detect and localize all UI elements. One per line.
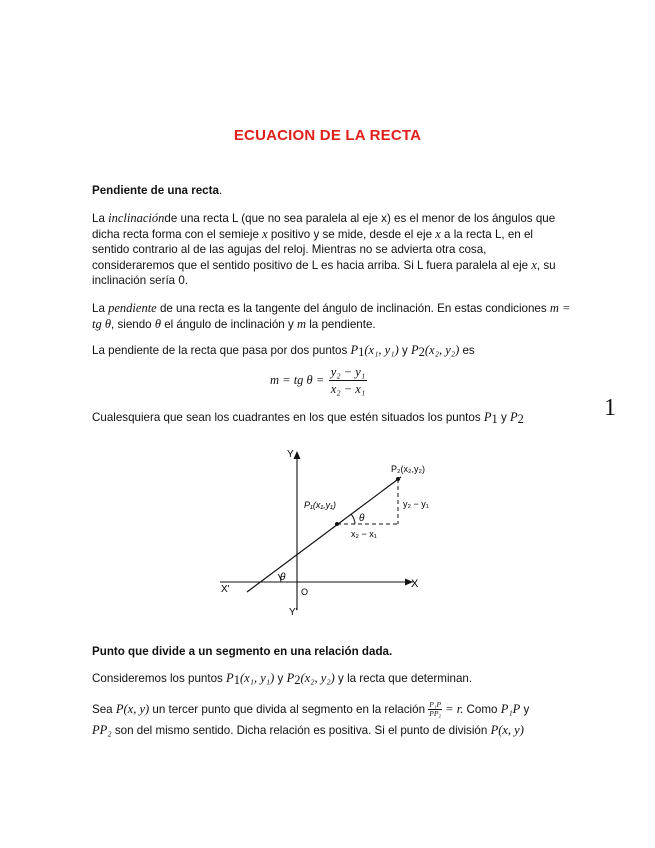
subscript: 2 [418,345,425,359]
segment-PP2: PP₂ [92,723,112,737]
var-P: P [350,343,359,357]
var-P: P [510,410,518,424]
paragraph-consider-points [92,671,572,687]
text: Como [463,703,501,716]
label-dy: y₂ − y₁ [403,499,429,509]
coords-p2: (x₂, y₂) [424,343,460,357]
var-m: m [296,316,306,331]
var-x: x [262,226,268,241]
slope-diagram [205,437,450,632]
ratio-fraction [428,701,442,718]
coords-p1: (x₁, y₁) [364,343,399,357]
eq-r: = r. [442,702,464,716]
term-pendiente: pendiente [108,301,157,315]
point-P-xy: P(x, y) [490,723,524,737]
label-dx: x₂ − x₁ [351,529,377,539]
label-theta-origin: θ [280,572,286,583]
label-y-axis: Y [287,449,294,460]
heading-dot: . [218,184,223,197]
section-heading-division-point: Punto que divide a un segmento en una relación dada. [92,645,393,658]
label-p1: P₁(x₁,y₁) [304,500,337,510]
text: un tercer punto que divida al segmento en la relación [149,703,429,716]
paragraph-inclination [92,211,572,289]
page-number: 1 [604,395,616,421]
label-y-axis-neg: Y' [289,607,298,618]
text: de una recta es la tangente del ángulo de inclinación. En estas condiciones [156,302,550,315]
label-x-axis-neg: X' [221,584,230,595]
text: de una recta L (que no sea paralela al eje x) es el menor de los ángulos que dicha recta forma con el semieje [92,212,556,241]
coords-p1: (x₁, y₁) [239,671,275,685]
label-p2: P₂(x₂,y₂) [391,464,425,474]
var-P: P [483,410,492,424]
text: el ángulo de inclinación y [160,317,297,331]
point-P-xy: P(x, y) [115,702,150,716]
text: es [459,344,475,357]
slope-formula [270,364,470,397]
text: La pendiente de la recta que pasa por dos puntos [92,344,351,357]
text: Sea [92,703,116,716]
text: , su inclinación sería 0. [92,258,556,287]
formula-denominator: x₂ − x₁ [330,382,366,396]
formula-lhs: m = tg θ = [270,373,325,387]
ratio-numerator: P₁P [429,700,442,710]
ratio-denominator: PP₂ [429,709,442,719]
label-theta-p1: θ [359,513,365,524]
paragraph-quadrants [92,410,572,426]
var-P: P [411,343,419,357]
point-p1 [335,522,339,526]
var-theta: θ [154,316,161,331]
heading-text: Pendiente de una recta [92,184,219,197]
eq-m-tg-theta: m = tg θ [92,301,571,331]
var-x: x [435,226,441,241]
label-origin: O [301,587,309,597]
text: la pendiente. [306,317,376,331]
angle-arc-p1 [351,514,355,524]
text: y la recta que determinan. [334,672,473,685]
text: y [497,411,511,424]
text: y [398,344,411,357]
y-axis-arrow [294,451,301,459]
label-x-axis: X [411,578,419,590]
formula-fraction [329,364,367,397]
var-P: P [226,671,234,685]
subscript: 1 [358,345,365,359]
text: son del mismo sentido. Dicha relación es positiva. Si el punto de división [111,724,491,737]
line-L [247,477,401,592]
segment-P1P: P₁P [500,702,521,716]
var-x: x [531,257,537,272]
text: positivo y se mide, desde el eje [267,227,436,241]
subscript: 2 [517,412,524,426]
term-inclinacion: inclinación [108,211,165,225]
coords-p2: (x₂, y₂) [300,671,335,685]
section-heading-slope [92,183,572,199]
paragraph-two-points [92,343,572,359]
text: y [274,672,287,685]
page-title: ECUACION DE LA RECTA [233,127,422,144]
text: La [92,302,109,315]
text: , siendo [111,317,155,331]
text: a la recta L, en el sentido contrario al de las agujas del reloj. Mientras no se advierta otra cosa, consideraremos que el sentido positivo de L es hacia arriba. Si L fuera paralela al eje [92,227,533,272]
paragraph-ratio [92,699,572,741]
subscript: 1 [491,412,498,426]
var-P: P [286,671,295,685]
text: y [520,703,530,716]
point-p2 [396,477,400,481]
subscript: 2 [294,673,301,687]
text: Cualesquiera que sean los cuadrantes en los que estén situados los puntos [92,411,484,424]
paragraph-slope-definition [92,301,572,332]
formula-numerator: y₂ − y₁ [330,365,366,379]
subscript: 1 [233,673,240,687]
text: Consideremos los puntos [92,672,227,685]
text: La [92,212,109,225]
